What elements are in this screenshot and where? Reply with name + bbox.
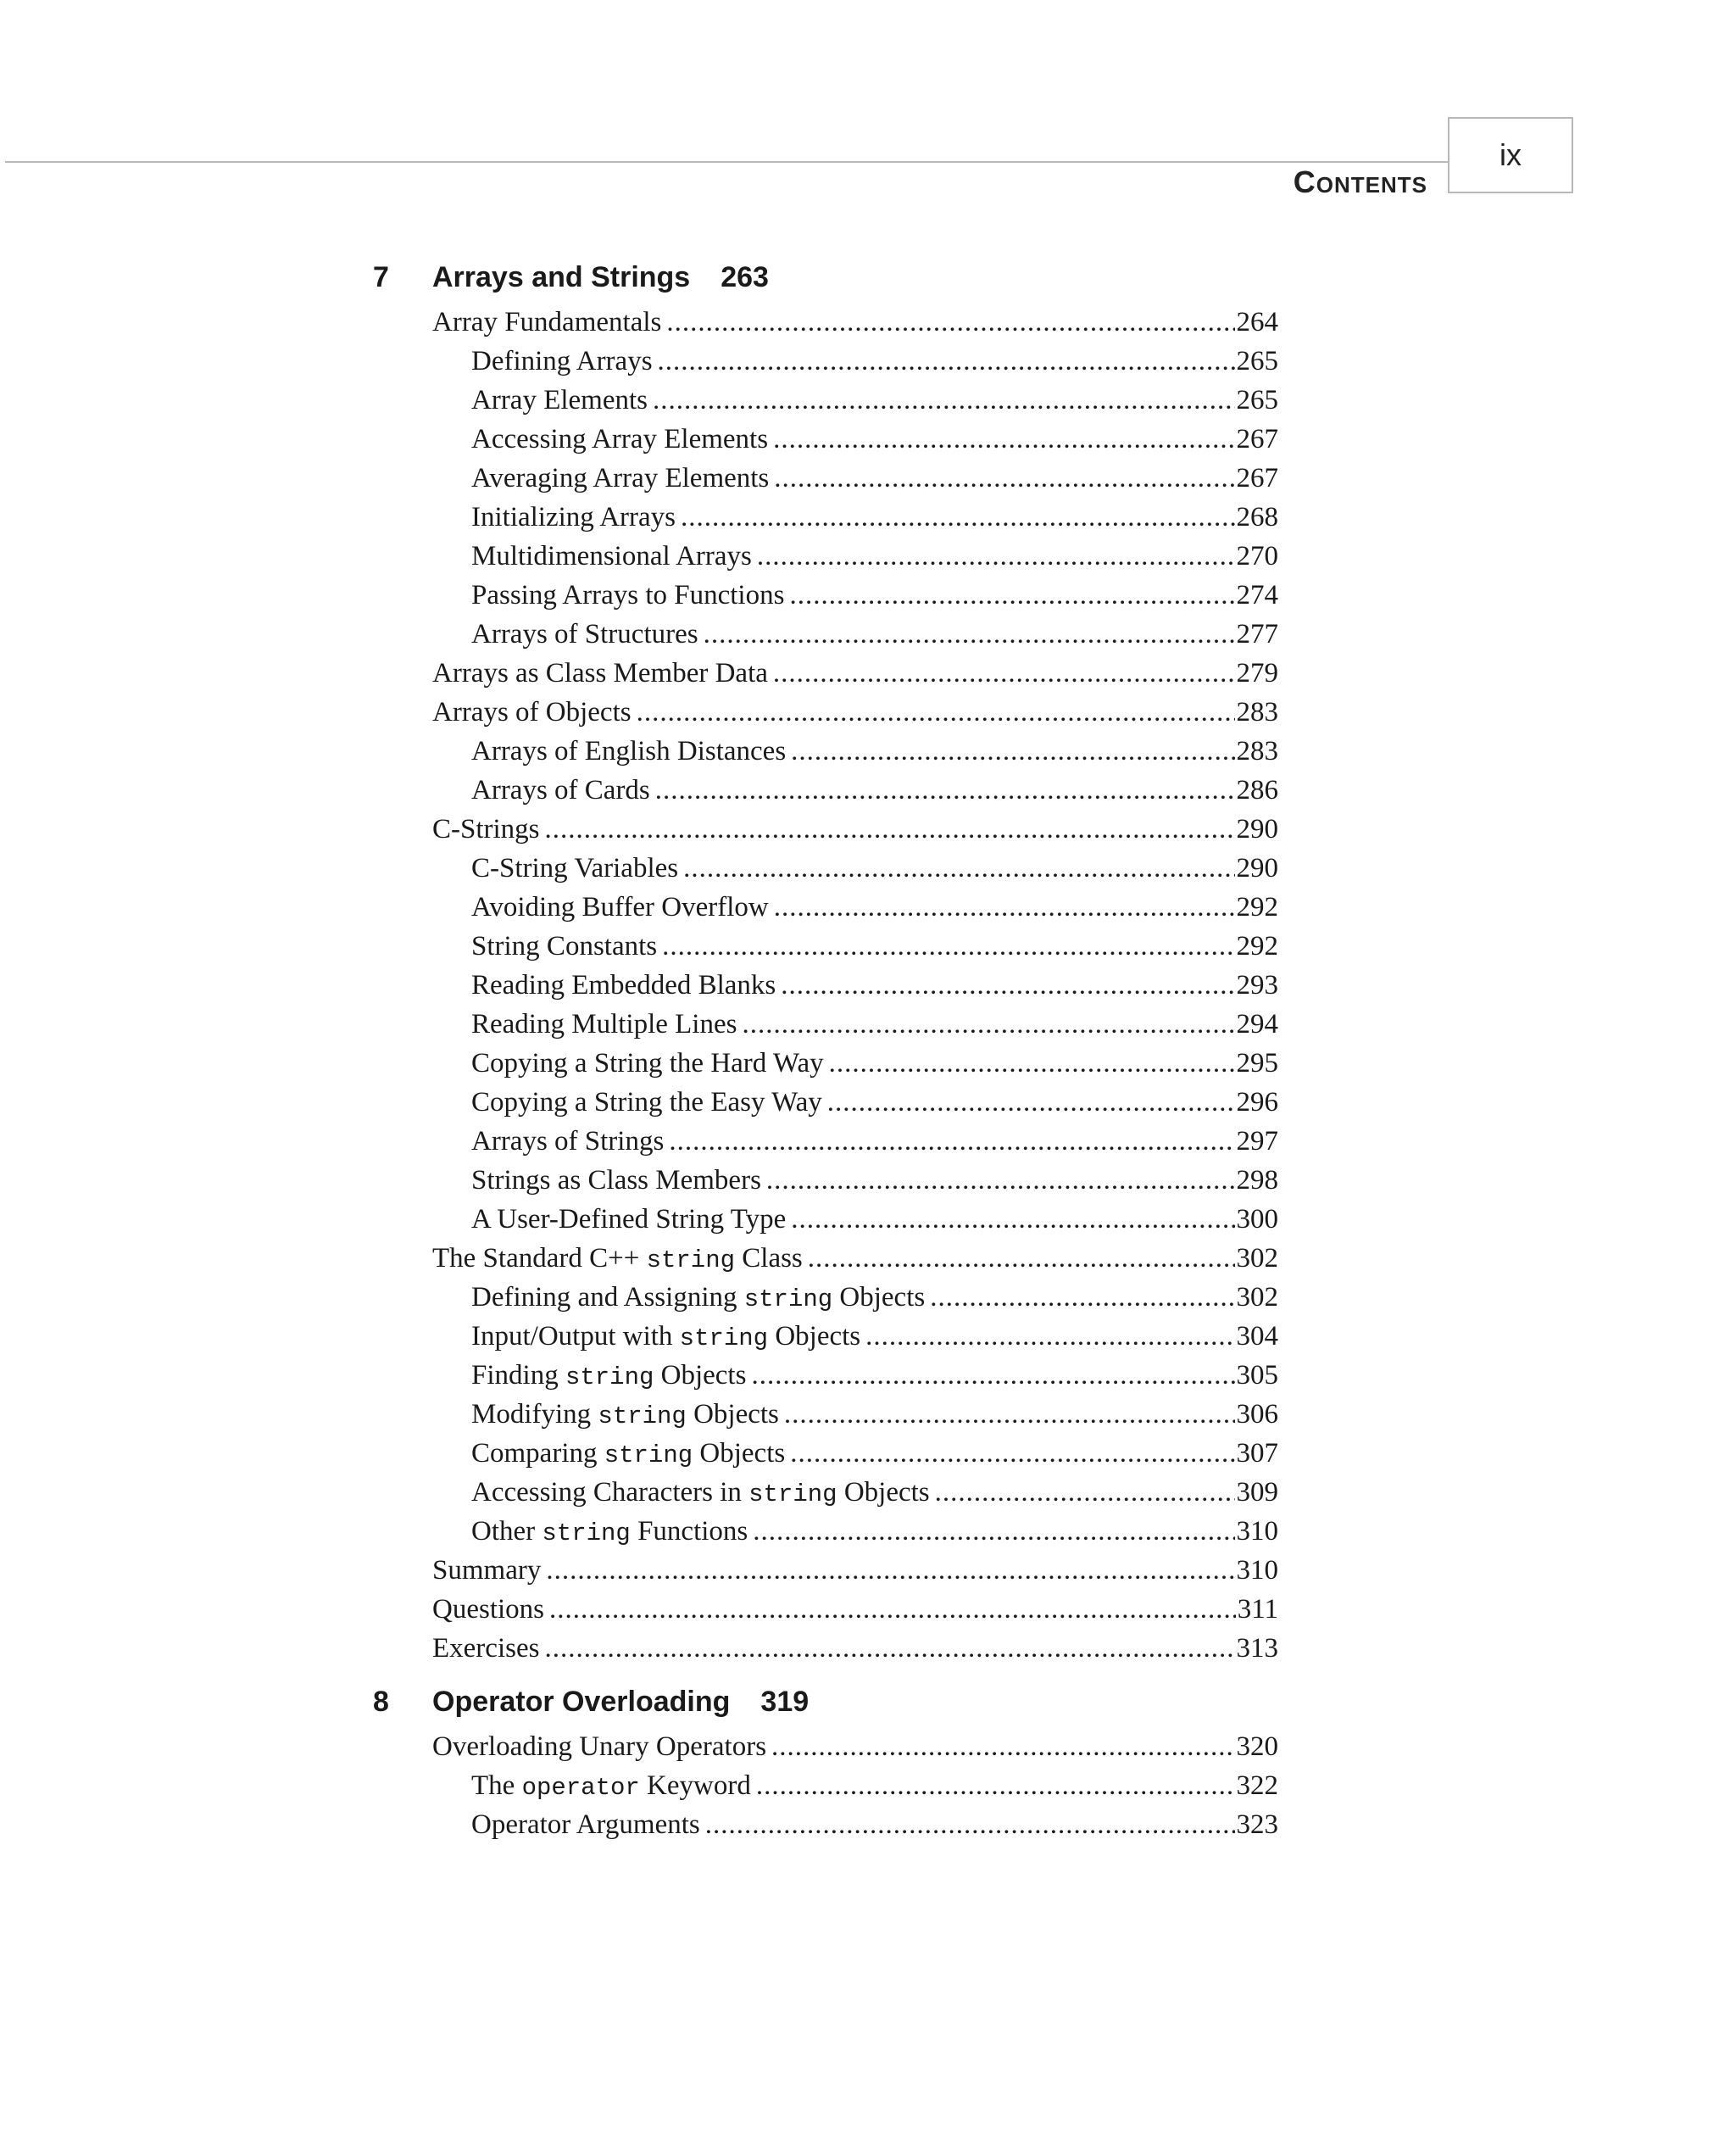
toc-entry-page: 270 (1236, 541, 1278, 571)
toc-entry-page: 307 (1236, 1438, 1278, 1469)
toc-entry-title: Input/Output with string Objects (471, 1321, 861, 1352)
dot-leader (653, 382, 1234, 419)
toc-entry-title: Copying a String the Hard Way (471, 1048, 824, 1079)
toc-entry (471, 616, 1278, 653)
toc-entry-title: The operator Keyword (471, 1770, 751, 1802)
chapter-number: 8 (373, 1686, 389, 1718)
dot-leader (774, 889, 1235, 926)
dot-leader (790, 1435, 1234, 1472)
toc-entry-page: 283 (1236, 736, 1278, 766)
toc-entry-title: Averaging Array Elements (471, 463, 770, 493)
chapter-page: 319 (760, 1686, 810, 1718)
toc-entry-page: 292 (1236, 931, 1278, 962)
dot-leader (781, 967, 1234, 1004)
dot-leader (637, 694, 1235, 731)
dot-leader (774, 460, 1234, 497)
toc-entry-page: 265 (1236, 346, 1278, 376)
toc-entry (471, 1201, 1278, 1238)
toc-entry-page: 310 (1236, 1555, 1278, 1586)
dot-leader (681, 499, 1234, 536)
toc-entry-title: Overloading Unary Operators (432, 1731, 767, 1762)
running-head-initial: C (1293, 164, 1316, 199)
dot-leader (766, 1162, 1235, 1199)
toc-entry (471, 1084, 1278, 1121)
toc-entry-page: 313 (1236, 1633, 1278, 1664)
toc-entry-page: 265 (1236, 385, 1278, 415)
toc-entry-page: 323 (1236, 1809, 1278, 1840)
toc-entry-title: Avoiding Buffer Overflow (471, 892, 769, 923)
toc-entry (471, 1806, 1278, 1843)
toc-entry-title: Copying a String the Easy Way (471, 1087, 822, 1118)
toc-entry (471, 460, 1278, 497)
toc-entry (471, 850, 1278, 887)
toc-entry-page: 293 (1236, 970, 1278, 1001)
toc-entry (471, 1045, 1278, 1082)
toc-entry-page: 267 (1236, 463, 1278, 493)
toc-entry-title: Reading Embedded Blanks (471, 970, 776, 1001)
dot-leader (773, 421, 1234, 458)
toc-entry-page: 267 (1236, 424, 1278, 454)
toc-entry-page: 274 (1236, 580, 1278, 610)
dot-leader (784, 1396, 1235, 1433)
toc-entry-page: 279 (1236, 658, 1278, 688)
toc-entry-title: Arrays of Objects (432, 697, 632, 727)
toc-entry-title: A User-Defined String Type (471, 1204, 787, 1235)
toc-entry-page: 290 (1236, 814, 1278, 844)
toc-entry-title: Defining and Assigning string Objects (471, 1282, 926, 1313)
dot-leader (757, 538, 1235, 575)
dot-leader (773, 655, 1235, 692)
toc-entry (471, 538, 1278, 575)
toc-entry (471, 1357, 1278, 1394)
dot-leader (751, 1357, 1234, 1394)
toc-entry (471, 1279, 1278, 1316)
dot-leader (704, 616, 1235, 653)
toc-entry (432, 1591, 1278, 1628)
toc-entry (432, 1552, 1278, 1589)
toc-entry (432, 655, 1278, 692)
dot-leader (771, 1728, 1234, 1765)
dot-leader (791, 733, 1234, 770)
running-head (1294, 164, 1427, 200)
toc-entry-page: 300 (1236, 1204, 1278, 1235)
chapter-title-wrap (432, 1686, 809, 1719)
toc-entry-page: 277 (1236, 619, 1278, 649)
toc-entry-page: 302 (1236, 1282, 1278, 1313)
dot-leader (791, 1201, 1234, 1238)
toc-entry-title: The Standard C++ string Class (432, 1243, 803, 1274)
dot-leader (666, 304, 1234, 341)
toc-entry-page: 298 (1236, 1165, 1278, 1196)
toc-entry-page: 296 (1236, 1087, 1278, 1118)
chapter-title-wrap (432, 261, 769, 294)
dot-leader (756, 1767, 1235, 1804)
toc-entry-title: Other string Functions (471, 1516, 748, 1547)
toc-entry-title: Array Fundamentals (432, 307, 662, 337)
toc-entry-page: 305 (1236, 1360, 1278, 1391)
toc-entry-title: Comparing string Objects (471, 1438, 786, 1469)
toc-entry-title: Accessing Characters in string Objects (471, 1477, 930, 1508)
toc-entry-title: Arrays of Structures (471, 619, 698, 649)
toc-entry (471, 1474, 1278, 1511)
toc-entry (432, 811, 1278, 848)
toc-entry (432, 1728, 1278, 1765)
toc-entry-page: 268 (1236, 502, 1278, 532)
dot-leader (545, 811, 1235, 848)
toc-entry-title: C-Strings (432, 814, 540, 844)
toc-entry (471, 928, 1278, 965)
toc-entry-page: 320 (1236, 1731, 1278, 1762)
toc-entry (471, 1162, 1278, 1199)
toc-entry-title: Arrays of Cards (471, 775, 650, 805)
dot-leader (742, 1006, 1234, 1043)
toc-entry-title: Accessing Array Elements (471, 424, 769, 454)
chapter-number: 7 (373, 261, 389, 293)
toc-entry-title: Arrays of Strings (471, 1126, 665, 1157)
dot-leader (546, 1552, 1234, 1589)
toc-entry-page: 264 (1236, 307, 1278, 337)
toc-entry-page: 286 (1236, 775, 1278, 805)
toc-entry-page: 283 (1236, 697, 1278, 727)
toc-entry (471, 577, 1278, 614)
chapter-heading (373, 261, 1280, 304)
toc-entry-title: Summary (432, 1555, 542, 1586)
dot-leader (753, 1513, 1234, 1550)
toc-entry (471, 382, 1278, 419)
toc-entry-title: C-String Variables (471, 853, 679, 883)
dot-leader (827, 1084, 1235, 1121)
toc-entry-title: Modifying string Objects (471, 1399, 779, 1430)
toc-entry (471, 967, 1278, 1004)
toc-entry (471, 1513, 1278, 1550)
toc-entry-title: Arrays of English Distances (471, 736, 787, 766)
toc-entry (471, 889, 1278, 926)
dot-leader (705, 1806, 1235, 1843)
toc-entry-page: 309 (1236, 1477, 1278, 1508)
toc-entry (471, 1006, 1278, 1043)
toc-entry-page: 310 (1236, 1516, 1278, 1547)
toc-entry (432, 1630, 1278, 1667)
toc-entry-title: Finding string Objects (471, 1360, 747, 1391)
toc-entry (471, 1318, 1278, 1355)
dot-leader (662, 928, 1234, 965)
toc-entry-page: 306 (1236, 1399, 1278, 1430)
dot-leader (549, 1591, 1236, 1628)
toc-entry (471, 1767, 1278, 1804)
dot-leader (829, 1045, 1235, 1082)
toc-entry-title: Defining Arrays (471, 346, 653, 376)
dot-leader (789, 577, 1234, 614)
running-head-rest: ONTENTS (1316, 172, 1427, 198)
toc-entry-page: 292 (1236, 892, 1278, 923)
page-number-box (1448, 117, 1573, 193)
toc-entry-title: Multidimensional Arrays (471, 541, 752, 571)
toc-entry (471, 1435, 1278, 1472)
toc-entry-title: Initializing Arrays (471, 502, 676, 532)
dot-leader (865, 1318, 1234, 1355)
dot-leader (930, 1279, 1234, 1316)
toc-entry-title: String Constants (471, 931, 658, 962)
dot-leader (669, 1123, 1234, 1160)
page-number: ix (1500, 137, 1522, 172)
toc-entry (432, 1240, 1278, 1277)
toc-entry (471, 733, 1278, 770)
toc-entry (432, 694, 1278, 731)
toc-entry-page: 297 (1236, 1126, 1278, 1157)
dot-leader (655, 772, 1235, 809)
dot-leader (544, 1630, 1234, 1667)
toc-entry (471, 1123, 1278, 1160)
header-rule (5, 161, 1448, 163)
toc-entry (471, 499, 1278, 536)
toc-entry (471, 772, 1278, 809)
chapter-title: Operator Overloading (432, 1686, 731, 1718)
dot-leader (808, 1240, 1235, 1277)
toc-entry-title: Exercises (432, 1633, 540, 1664)
toc-entry-page: 311 (1237, 1594, 1278, 1625)
toc-entry (432, 304, 1278, 341)
toc-entry-title: Arrays as Class Member Data (432, 658, 768, 688)
toc-entry-page: 294 (1236, 1009, 1278, 1040)
chapter-heading (373, 1686, 1280, 1728)
toc-entry-title: Reading Multiple Lines (471, 1009, 737, 1040)
toc-entry-title: Strings as Class Members (471, 1165, 761, 1196)
toc-entry (471, 421, 1278, 458)
dot-leader (683, 850, 1234, 887)
toc-entry-page: 302 (1236, 1243, 1278, 1274)
toc-entry-page: 322 (1236, 1770, 1278, 1801)
toc-entry (471, 343, 1278, 380)
dot-leader (658, 343, 1235, 380)
toc-entry-page: 290 (1236, 853, 1278, 883)
chapter-page: 263 (721, 261, 769, 293)
toc-entry-title: Questions (432, 1594, 544, 1625)
toc-entry (471, 1396, 1278, 1433)
toc-entry-title: Array Elements (471, 385, 648, 415)
dot-leader (935, 1474, 1235, 1511)
toc-entry-title: Operator Arguments (471, 1809, 700, 1840)
chapter-title: Arrays and Strings (432, 261, 691, 293)
toc-entry-page: 295 (1236, 1048, 1278, 1079)
toc-entry-page: 304 (1236, 1321, 1278, 1352)
toc-entry-title: Passing Arrays to Functions (471, 580, 785, 610)
